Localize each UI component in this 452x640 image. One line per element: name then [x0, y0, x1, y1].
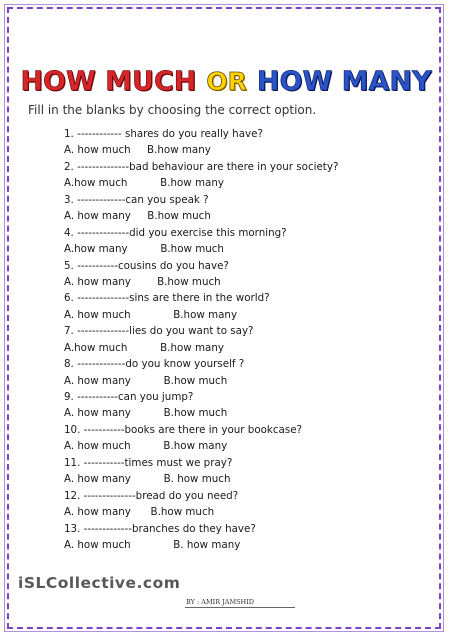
question-line: 13. -------------branches do they have? — [64, 522, 256, 535]
options-line: A. how much B.how many — [64, 144, 211, 157]
options-line: A. how many B.how much — [64, 210, 211, 223]
question-line: 3. -------------can you speak ? — [64, 193, 209, 206]
question-line: 7. --------------lies do you want to say? — [64, 325, 254, 338]
question-line: 5. -----------cousins do you have? — [64, 259, 229, 272]
title-or: OR — [206, 66, 247, 96]
options-line: A. how many B.how much — [64, 506, 215, 519]
question-line: 12. --------------bread do you need? — [64, 489, 239, 502]
author-credit: BY : AMIR JAMSHID — [186, 598, 255, 606]
title-how-many: HOW MANY — [256, 65, 432, 97]
options-line: A. how much B.how many — [64, 308, 238, 321]
question-line: 11. -----------times must we pray? — [64, 456, 233, 469]
question-line: 8. -------------do you know yourself ? — [64, 358, 245, 371]
question-line: 10. -----------books are there in your bookcase? — [64, 423, 303, 436]
site-logo: iSLCollective.com — [18, 574, 181, 592]
worksheet-title — [0, 62, 452, 100]
options-line: A.how many B.how much — [64, 243, 224, 256]
question-line: 1. ------------ shares do you really have? — [64, 128, 263, 140]
title-how-much: HOW MUCH — [20, 65, 197, 97]
options-line: A.how much B.how many — [64, 341, 224, 354]
options-line: A.how much B.how many — [64, 177, 224, 190]
options-line: A. how many B. how much — [64, 473, 231, 486]
question-line: 6. --------------sins are there in the world? — [64, 292, 270, 305]
options-line: A. how many B.how much — [64, 407, 228, 420]
question-line: 9. -----------can you jump? — [64, 391, 194, 403]
options-line: A. how many B.how much — [64, 374, 228, 387]
options-line: A. how much B. how many — [64, 538, 241, 551]
question-line: 4. --------------did you exercise this morning? — [64, 226, 287, 239]
author-underline — [185, 607, 295, 608]
exercise-list — [64, 126, 338, 553]
question-line: 2. --------------bad behaviour are there in your society? — [64, 160, 339, 173]
options-line: A. how much B.how many — [64, 440, 228, 453]
instructions: Fill in the blanks by choosing the correct option. — [28, 103, 317, 117]
options-line: A. how many B.how much — [64, 275, 221, 288]
